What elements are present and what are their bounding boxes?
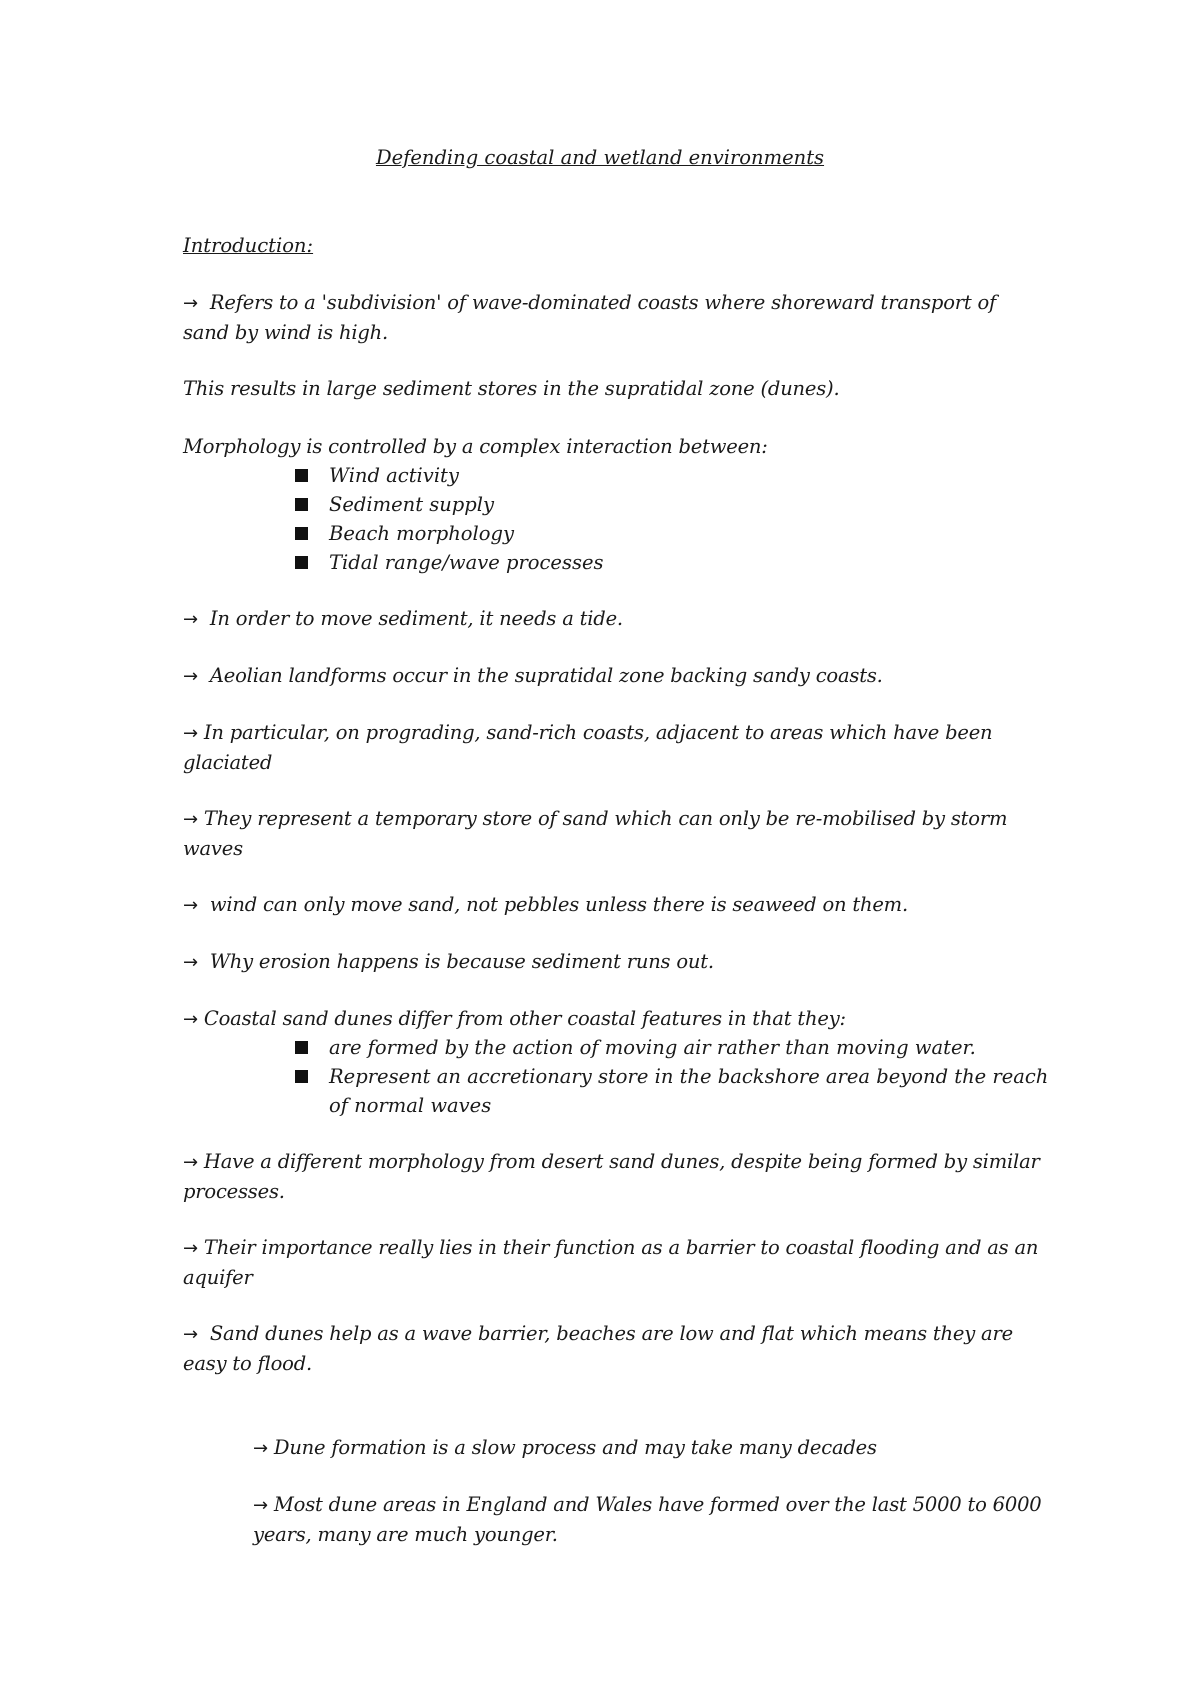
square-bullet-icon (295, 1070, 308, 1083)
morphology-list (295, 461, 1055, 577)
paragraph-aeolian: → Aeolian landforms occur in the supratidal zone backing sandy coasts. (183, 664, 883, 687)
paragraph-importance: → Their importance really lies in their function as a barrier to coastal flooding and as an aquifer (183, 1236, 1039, 1289)
differences-list (295, 1033, 1055, 1120)
arrow-icon: → (183, 952, 198, 973)
paragraph-dunes-differ: → Coastal sand dunes differ from other coastal features in that they: (183, 1007, 846, 1030)
paragraph-wave-barrier: → Sand dunes help as a wave barrier, beaches are low and flat which means they are easy to flood. (183, 1322, 1013, 1375)
arrow-icon: → (253, 1438, 268, 1459)
square-bullet-icon (295, 556, 308, 569)
list-item: Wind activity (295, 461, 1055, 490)
introduction-heading: Introduction: (183, 234, 314, 257)
list-item: Represent an accretionary store in the backshore area beyond the reach of normal waves (295, 1062, 1055, 1120)
arrow-icon: → (253, 1495, 268, 1516)
list-item: Tidal range/wave processes (295, 548, 1055, 577)
square-bullet-icon (295, 498, 308, 511)
square-bullet-icon (295, 527, 308, 540)
document-title: Defending coastal and wetland environments (375, 146, 825, 169)
paragraph-desert-dunes: → Have a different morphology from desert sand dunes, despite being formed by similar processes. (183, 1150, 1040, 1203)
paragraph-dune-formation: → Dune formation is a slow process and may take many decades (253, 1436, 877, 1459)
arrow-icon: → (183, 1238, 198, 1259)
paragraph-morphology: Morphology is controlled by a complex interaction between: (183, 435, 768, 458)
paragraph-subdivision (183, 288, 1043, 347)
paragraph-temporary-store: → They represent a temporary store of sand which can only be re-mobilised by storm waves (183, 807, 1008, 860)
arrow-icon: → (183, 666, 198, 687)
paragraph-erosion: → Why erosion happens is because sediment runs out. (183, 950, 714, 973)
paragraph-wind-sand: → wind can only move sand, not pebbles unless there is seaweed on them. (183, 893, 908, 916)
arrow-icon: → (183, 293, 198, 314)
paragraph-prograding: → In particular, on prograding, sand-rich coasts, adjacent to areas which have been glaciated (183, 721, 993, 774)
arrow-icon: → (183, 1009, 198, 1030)
square-bullet-icon (295, 469, 308, 482)
arrow-icon: → (183, 723, 198, 744)
list-item: are formed by the action of moving air rather than moving water. (295, 1033, 1055, 1062)
list-item: Sediment supply (295, 490, 1055, 519)
square-bullet-icon (295, 1041, 308, 1054)
arrow-icon: → (183, 609, 198, 630)
arrow-icon: → (183, 809, 198, 830)
paragraph-sediment-stores: This results in large sediment stores in the supratidal zone (dunes). (183, 377, 840, 400)
paragraph-tide: → In order to move sediment, it needs a tide. (183, 607, 623, 630)
paragraph-dune-age: → Most dune areas in England and Wales have formed over the last 5000 to 6000 years, many are much younger. (253, 1493, 1042, 1546)
arrow-icon: → (183, 895, 198, 916)
arrow-icon: → (183, 1324, 198, 1345)
list-item: Beach morphology (295, 519, 1055, 548)
arrow-icon: → (183, 1152, 198, 1173)
paragraph-text: Refers to a 'subdivision' of wave-dominated coasts where shoreward transport of sand by wind is high. (183, 291, 997, 344)
